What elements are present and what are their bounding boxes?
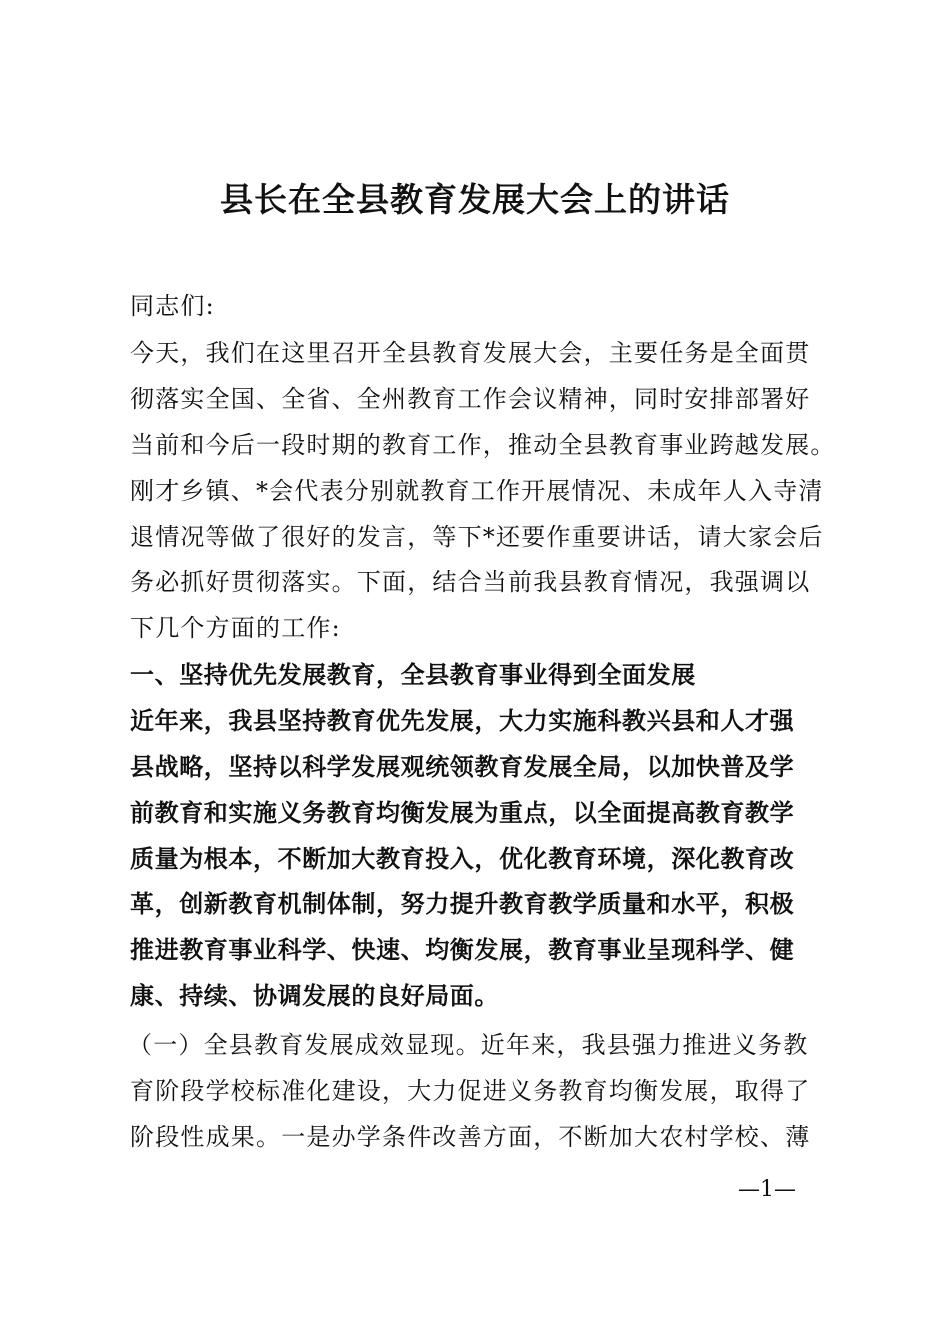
intro-line: 退情况等做了很好的发言，等下*还要作重要讲话，请大家会后 xyxy=(130,523,824,551)
intro-line: 刚才乡镇、*会代表分别就教育工作开展情况、未成年人入寺清 xyxy=(130,477,824,505)
intro-line: 下几个方面的工作: xyxy=(130,614,341,642)
section-line: 革，创新教育机制体制，努力提升教育教学质量和水平，积极 xyxy=(130,890,795,918)
section-heading: 一、坚持优先发展教育，全县教育事业得到全面发展 xyxy=(130,661,696,689)
document-title: 县长在全县教育发展大会上的讲话 xyxy=(220,180,730,219)
page-number: —1— xyxy=(738,1177,796,1202)
section-line: 前教育和实施义务教育均衡发展为重点，以全面提高教育教学 xyxy=(130,799,795,827)
subsection-line: 育阶段学校标准化建设，大力促进义务教育均衡发展，取得了 xyxy=(130,1077,811,1105)
intro-line: 彻落实全国、全省、全州教育工作会议精神，同时安排部署好 xyxy=(130,385,811,413)
section-line: 推进教育事业科学、快速、均衡发展，教育事业呈现科学、健 xyxy=(130,936,795,964)
section-line: 质量为根本，不断加大教育投入，优化教育环境，深化教育改 xyxy=(130,845,795,873)
section-line: 康、持续、协调发展的良好局面。 xyxy=(130,982,499,1010)
section-line: 县战略，坚持以科学发展观统领教育发展全局，以加快普及学 xyxy=(130,753,795,781)
intro-line: 今天，我们在这里召开全县教育发展大会，主要任务是全面贯 xyxy=(130,339,811,367)
section-line: 近年来，我县坚持教育优先发展，大力实施科教兴县和人才强 xyxy=(130,707,795,735)
subsection-line: （一）全县教育发展成效显现。近年来，我县强力推进义务教 xyxy=(128,1031,809,1059)
salutation: 同志们: xyxy=(130,292,215,320)
subsection-line: 阶段性成果。一是办学条件改善方面，不断加大农村学校、薄 xyxy=(130,1123,811,1151)
intro-line: 当前和今后一段时期的教育工作，推动全县教育事业跨越发展。 xyxy=(130,431,836,459)
intro-line: 务必抓好贯彻落实。下面，结合当前我县教育情况，我强调以 xyxy=(130,568,811,596)
